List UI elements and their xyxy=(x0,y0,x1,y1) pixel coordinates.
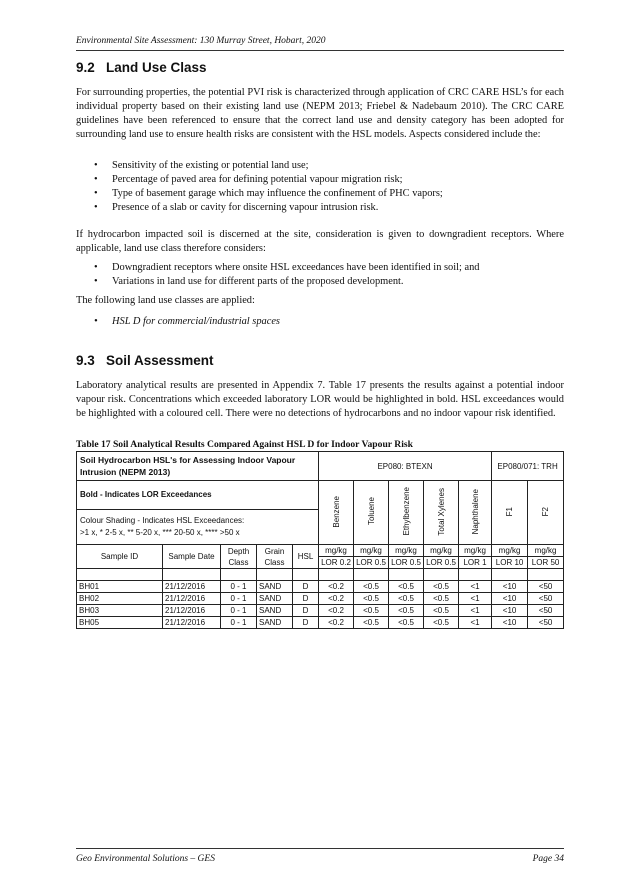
hsl-cell: D xyxy=(293,593,319,605)
land-use-aspects-list xyxy=(94,159,564,215)
col-header-sample-id: Sample ID xyxy=(77,545,163,569)
bold-note: Bold - Indicates LOR Exceedances xyxy=(77,481,319,510)
lor-cell: LOR 10 xyxy=(492,557,528,569)
shading-note xyxy=(77,510,319,545)
result-cell: <10 xyxy=(492,617,528,629)
result-cell: <0.5 xyxy=(389,617,424,629)
hsl-cell: D xyxy=(293,581,319,593)
result-cell: <0.5 xyxy=(354,605,389,617)
bold-note-row xyxy=(77,481,564,510)
table-row xyxy=(77,605,564,617)
list-item: • Variations in land use for different parts of the proposed development. xyxy=(94,275,564,289)
result-cell: <0.5 xyxy=(389,593,424,605)
result-cell: <0.5 xyxy=(424,617,459,629)
spacer-row xyxy=(77,569,564,581)
result-cell: <0.2 xyxy=(319,605,354,617)
section-heading-9-3 xyxy=(76,353,214,368)
unit-cell: mg/kg xyxy=(389,545,424,557)
result-cell: <0.5 xyxy=(389,605,424,617)
result-cell: <0.2 xyxy=(319,593,354,605)
result-cell: <1 xyxy=(459,593,492,605)
grain-cell: SAND xyxy=(257,593,293,605)
result-cell: <50 xyxy=(528,593,564,605)
lor-cell: LOR 0.2 xyxy=(319,557,354,569)
sample-id-cell: BH05 xyxy=(77,617,163,629)
footer-company: Geo Environmental Solutions – GES xyxy=(76,854,215,864)
land-use-paragraph-3: The following land use classes are applied: xyxy=(76,295,255,306)
unit-cell: mg/kg xyxy=(492,545,528,557)
land-use-paragraph-1: For surrounding properties, the potential PVI risk is characterized through application of CRC CARE HSL’s for each individual property based on their existing land use (NEPM 2013; Friebel & Nadebaum 2010). The CRC CARE guidelines have been referenced to ensure that the correct land use and density category has been adopted for surrounding land use to ensure health risks are consistent with the HSL models. Aspects considered include the: xyxy=(76,87,564,140)
table-row xyxy=(77,593,564,605)
section-number: 9.3 xyxy=(76,353,95,368)
table-title: Soil Hydrocarbon HSL's for Assessing Indoor Vapour Intrusion (NEPM 2013) xyxy=(77,452,319,481)
grain-cell: SAND xyxy=(257,605,293,617)
result-cell: <50 xyxy=(528,581,564,593)
analyte-header: Toluene xyxy=(354,481,389,545)
footer-page-number: Page 34 xyxy=(532,854,564,864)
land-use-paragraph-2: If hydrocarbon impacted soil is discerned at the site, consideration is given to downgradient receptors. Where applicable, land use class therefore considers: xyxy=(76,229,564,254)
analyte-header: F2 xyxy=(528,481,564,545)
result-cell: <0.2 xyxy=(319,581,354,593)
list-item: • Percentage of paved area for defining potential vapour migration risk; xyxy=(94,173,564,187)
soil-assessment-paragraph: Laboratory analytical results are presented in Appendix 7. Table 17 presents the results against a potential indoor vapour risk. Concentrations which exceeded laboratory LOR would be highlighted in bold. HSL exceedances would be highlighted with a coloured cell. There were no detections of hydrocarbons and no indoor vapour risk identified. xyxy=(76,380,564,419)
running-header: Environmental Site Assessment: 130 Murray Street, Hobart, 2020 xyxy=(76,36,326,46)
result-cell: <1 xyxy=(459,581,492,593)
header-rule xyxy=(76,50,564,51)
col-header-grain-class: Grain Class xyxy=(257,545,293,569)
unit-cell: mg/kg xyxy=(354,545,389,557)
analyte-header: Naphthalene xyxy=(459,481,492,545)
grain-cell: SAND xyxy=(257,617,293,629)
section-title: Land Use Class xyxy=(106,60,207,75)
shading-note-line-2: >1 x, * 2-5 x, ** 5-20 x, *** 20-50 x, **** >50 x xyxy=(80,528,240,537)
list-item: • HSL D for commercial/industrial spaces xyxy=(94,315,564,329)
lor-cell: LOR 1 xyxy=(459,557,492,569)
result-cell: <0.5 xyxy=(389,581,424,593)
result-cell: <10 xyxy=(492,593,528,605)
soil-results-table xyxy=(76,451,563,629)
unit-cell: mg/kg xyxy=(319,545,354,557)
table-body xyxy=(77,581,564,629)
analyte-header: Ethylbenzene xyxy=(389,481,424,545)
result-cell: <0.5 xyxy=(354,581,389,593)
depth-cell: 0 - 1 xyxy=(221,581,257,593)
result-cell: <50 xyxy=(528,605,564,617)
sample-date-cell: 21/12/2016 xyxy=(163,593,221,605)
section-heading-9-2 xyxy=(76,60,207,75)
result-cell: <0.5 xyxy=(354,593,389,605)
sample-date-cell: 21/12/2016 xyxy=(163,605,221,617)
section-number: 9.2 xyxy=(76,60,95,75)
footer-rule xyxy=(76,848,564,849)
units-row xyxy=(77,545,564,557)
sample-date-cell: 21/12/2016 xyxy=(163,581,221,593)
shading-note-line-1: Colour Shading - Indicates HSL Exceedances: xyxy=(80,516,245,525)
hsl-cell: D xyxy=(293,617,319,629)
land-use-class-list xyxy=(94,315,564,329)
depth-cell: 0 - 1 xyxy=(221,593,257,605)
list-item: • Type of basement garage which may influence the confinement of PHC vapors; xyxy=(94,187,564,201)
result-cell: <0.5 xyxy=(354,617,389,629)
result-cell: <0.5 xyxy=(424,581,459,593)
analyte-header: Total Xylenes xyxy=(424,481,459,545)
downgradient-list xyxy=(94,261,564,289)
lor-cell: LOR 50 xyxy=(528,557,564,569)
unit-cell: mg/kg xyxy=(459,545,492,557)
section-title: Soil Assessment xyxy=(106,353,214,368)
analyte-header: F1 xyxy=(492,481,528,545)
table-caption: Table 17 Soil Analytical Results Compared Against HSL D for Indoor Vapour Risk xyxy=(76,439,413,450)
table-row xyxy=(77,581,564,593)
col-header-sample-date: Sample Date xyxy=(163,545,221,569)
table-title-row xyxy=(77,452,564,481)
col-header-depth-class: Depth Class xyxy=(221,545,257,569)
sample-id-cell: BH01 xyxy=(77,581,163,593)
sample-id-cell: BH03 xyxy=(77,605,163,617)
col-header-hsl: HSL xyxy=(293,545,319,569)
list-item: • Sensitivity of the existing or potential land use; xyxy=(94,159,564,173)
list-item: • Presence of a slab or cavity for discerning vapour intrusion risk. xyxy=(94,201,564,215)
group-header-btexn: EP080: BTEXN xyxy=(319,452,492,481)
lor-cell: LOR 0.5 xyxy=(354,557,389,569)
group-header-trh: EP080/071: TRH xyxy=(492,452,564,481)
depth-cell: 0 - 1 xyxy=(221,605,257,617)
unit-cell: mg/kg xyxy=(528,545,564,557)
lor-cell: LOR 0.5 xyxy=(424,557,459,569)
result-cell: <50 xyxy=(528,617,564,629)
depth-cell: 0 - 1 xyxy=(221,617,257,629)
grain-cell: SAND xyxy=(257,581,293,593)
result-cell: <0.2 xyxy=(319,617,354,629)
sample-id-cell: BH02 xyxy=(77,593,163,605)
result-cell: <10 xyxy=(492,581,528,593)
table-row xyxy=(77,617,564,629)
analyte-header: Benzene xyxy=(319,481,354,545)
result-cell: <1 xyxy=(459,617,492,629)
result-cell: <0.5 xyxy=(424,605,459,617)
lor-cell: LOR 0.5 xyxy=(389,557,424,569)
unit-cell: mg/kg xyxy=(424,545,459,557)
result-cell: <10 xyxy=(492,605,528,617)
sample-date-cell: 21/12/2016 xyxy=(163,617,221,629)
result-cell: <1 xyxy=(459,605,492,617)
list-item: • Downgradient receptors where onsite HSL exceedances have been identified in soil; and xyxy=(94,261,564,275)
hsl-cell: D xyxy=(293,605,319,617)
result-cell: <0.5 xyxy=(424,593,459,605)
